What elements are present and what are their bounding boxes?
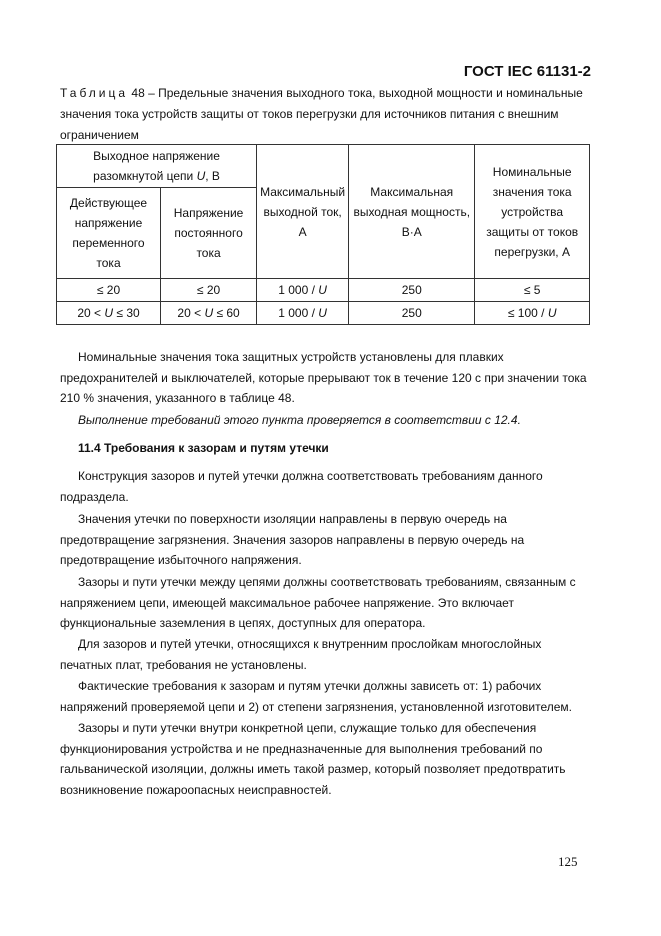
table-cell: ≤ 20 xyxy=(57,279,161,302)
limits-table xyxy=(56,144,590,325)
paragraph-circuits: Зазоры и пути утечки между цепями должны соответствовать требованиям, связанным с напряжением цепи, имеющей максимальное рабочее напряжение. Это включает функциональные заземления в цепях, доступных для оператора. xyxy=(60,575,576,630)
table-row xyxy=(57,302,590,325)
table-cell: ≤ 100 / U xyxy=(475,302,590,325)
section-heading: 11.4 Требования к зазорам и путям утечки xyxy=(78,441,329,455)
table-cell: 250 xyxy=(349,279,475,302)
paragraph-creepage-values: Значения утечки по поверхности изоляции направлены в первую очередь на предотвращение загрязнения. Значения зазоров направлены в первую очередь на предотвращение избыточного напряжения. xyxy=(60,512,525,567)
header-nominal: Номинальные значения тока устройства защиты от токов перегрузки, А xyxy=(475,145,590,279)
paragraph-multilayer: Для зазоров и путей утечки, относящихся к внутренним прослойкам многослойных печатных плат, требования не установлены. xyxy=(60,637,542,672)
table-cell: 1 000 / U xyxy=(257,302,349,325)
table-row xyxy=(57,279,590,302)
header-ac: Действующее напряжение переменного тока xyxy=(57,188,161,279)
caption-number: 48 xyxy=(131,86,145,100)
paragraph-actual-requirements: Фактические требования к зазорам и путям утечки должны зависеть от: 1) рабочих напряжений проверяемой цепи и 2) от степени загрязнения, установленной изготовителем. xyxy=(60,679,573,714)
table-cell: ≤ 20 xyxy=(161,279,257,302)
caption-text: – Предельные значения выходного тока, выходной мощности и номинальные значения тока устройств защиты от токов перегрузки для источников питания с внешним ограничением xyxy=(60,86,583,142)
header-current: Максимальный выходной ток, А xyxy=(257,145,349,279)
table-caption xyxy=(60,83,592,146)
header-power: Максимальная выходная мощность, В·А xyxy=(349,145,475,279)
table-cell: 20 < U ≤ 60 xyxy=(161,302,257,325)
paragraph-verification: Выполнение требований этого пункта проверяется в соответствии с 12.4. xyxy=(78,413,521,427)
page-number: 125 xyxy=(558,854,578,869)
caption-prefix: Таблица xyxy=(60,86,129,100)
table-cell: 20 < U ≤ 30 xyxy=(57,302,161,325)
paragraph-internal-circuit: Зазоры и пути утечки внутри конкретной цепи, служащие только для обеспечения функционирования устройства и не предназначенные для выполнения требований по гальванической изоляции, должны иметь такой размер, который позволяет предотвратить возникновение пожароопасных неисправностей. xyxy=(60,721,566,797)
paragraph-construction: Конструкция зазоров и путей утечки должна соответствовать требованиям данного подраздела. xyxy=(60,469,543,504)
table-header-row xyxy=(57,145,590,188)
table-cell: ≤ 5 xyxy=(475,279,590,302)
table-cell: 1 000 / U xyxy=(257,279,349,302)
header-dc: Напряжение постоянного тока xyxy=(161,188,257,279)
document-header: ГОСТ IEC 61131-2 xyxy=(463,63,591,80)
header-voltage: Выходное напряжение разомкнутой цепи U, В xyxy=(57,145,257,188)
paragraph-protective-devices: Номинальные значения тока защитных устройств установлены для плавких предохранителей и выключателей, которые прерывают ток в течение 120 с при значении тока 210 % значения, указанного в таблице 48. xyxy=(60,350,587,405)
table-cell: 250 xyxy=(349,302,475,325)
